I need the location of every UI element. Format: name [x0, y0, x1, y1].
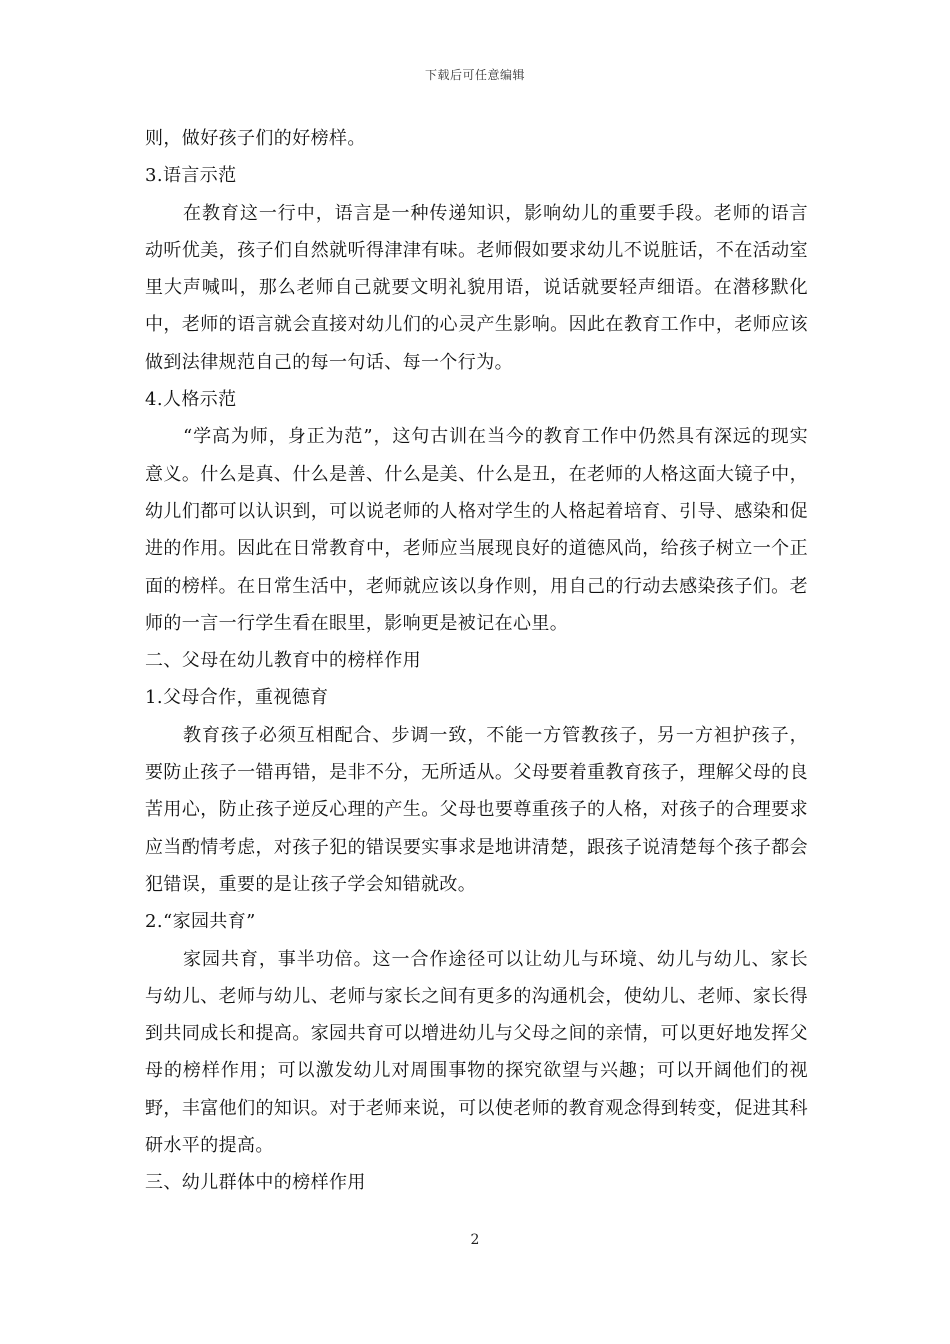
paragraph-parents-cooperation: 教育孩子必须互相配合、步调一致，不能一方管教孩子，另一方袒护孩子，要防止孩子一错再错，是非不分，无所适从。父母要着重教育孩子，理解父母的良苦用心，防止孩子逆反心理的产生。父母也要尊重孩子的人格，对孩子的合理要求应当酌情考虑，对孩子犯的错误要实事求是地讲清楚，跟孩子说清楚每个孩子都会犯错误，重要的是让孩子学会知错就改。 — [145, 724, 808, 895]
page-number: 2 — [470, 1232, 480, 1248]
section-heading-parents: 二、父母在幼儿教育中的榜样作用 — [145, 650, 421, 672]
paragraph-language-example: 在教育这一行中，语言是一种传递知识，影响幼儿的重要手段。老师的语言动听优美，孩子们自然就听得津津有味。老师假如要求幼儿不说脏话，不在活动室里大声喊叫，那么老师自己就要文明礼貌用语，说话就要轻声细语。在潜移默化中，老师的语言就会直接对幼儿们的心灵产生影响。因此在教育工作中，老师应该做到法律规范自己的每一句话、每一个行为。 — [145, 202, 808, 373]
heading-parents-cooperation: 1.父母合作，重视德育 — [145, 687, 329, 709]
heading-personality-example: 4.人格示范 — [145, 389, 237, 411]
document-body — [145, 120, 808, 1202]
heading-home-school: 2.“家园共育” — [145, 911, 256, 933]
heading-language-example: 3.语言示范 — [145, 165, 237, 187]
page-header: 下载后可任意编辑 — [424, 68, 525, 82]
paragraph-home-school: 家园共育，事半功倍。这一合作途径可以让幼儿与环境、幼儿与幼儿、家长与幼儿、老师与幼儿、老师与家长之间有更多的沟通机会，使幼儿、老师、家长得到共同成长和提高。家园共育可以增进幼儿与父母之间的亲情，可以更好地发挥父母的榜样作用；可以激发幼儿对周围事物的探究欲望与兴趣；可以开阔他们的视野，丰富他们的知识。对于老师来说，可以使老师的教育观念得到转变，促进其科研水平的提高。 — [145, 948, 808, 1157]
section-heading-peer-group: 三、幼儿群体中的榜样作用 — [145, 1172, 366, 1194]
paragraph-continuation: 则，做好孩子们的好榜样。 — [145, 128, 366, 149]
paragraph-personality-example: “学高为师，身正为范”，这句古训在当今的教育工作中仍然具有深远的现实意义。什么是真、什么是善、什么是美、什么是丑，在老师的人格这面大镜子中，幼儿们都可以认识到，可以说老师的人格对学生的人格起着培育、引导、感染和促进的作用。因此在日常教育中，老师应当展现良好的道德风尚，给孩子树立一个正面的榜样。在日常生活中，老师就应该以身作则，用自己的行动去感染孩子们。老师的一言一行学生看在眼里，影响更是被记在心里。 — [145, 426, 808, 634]
